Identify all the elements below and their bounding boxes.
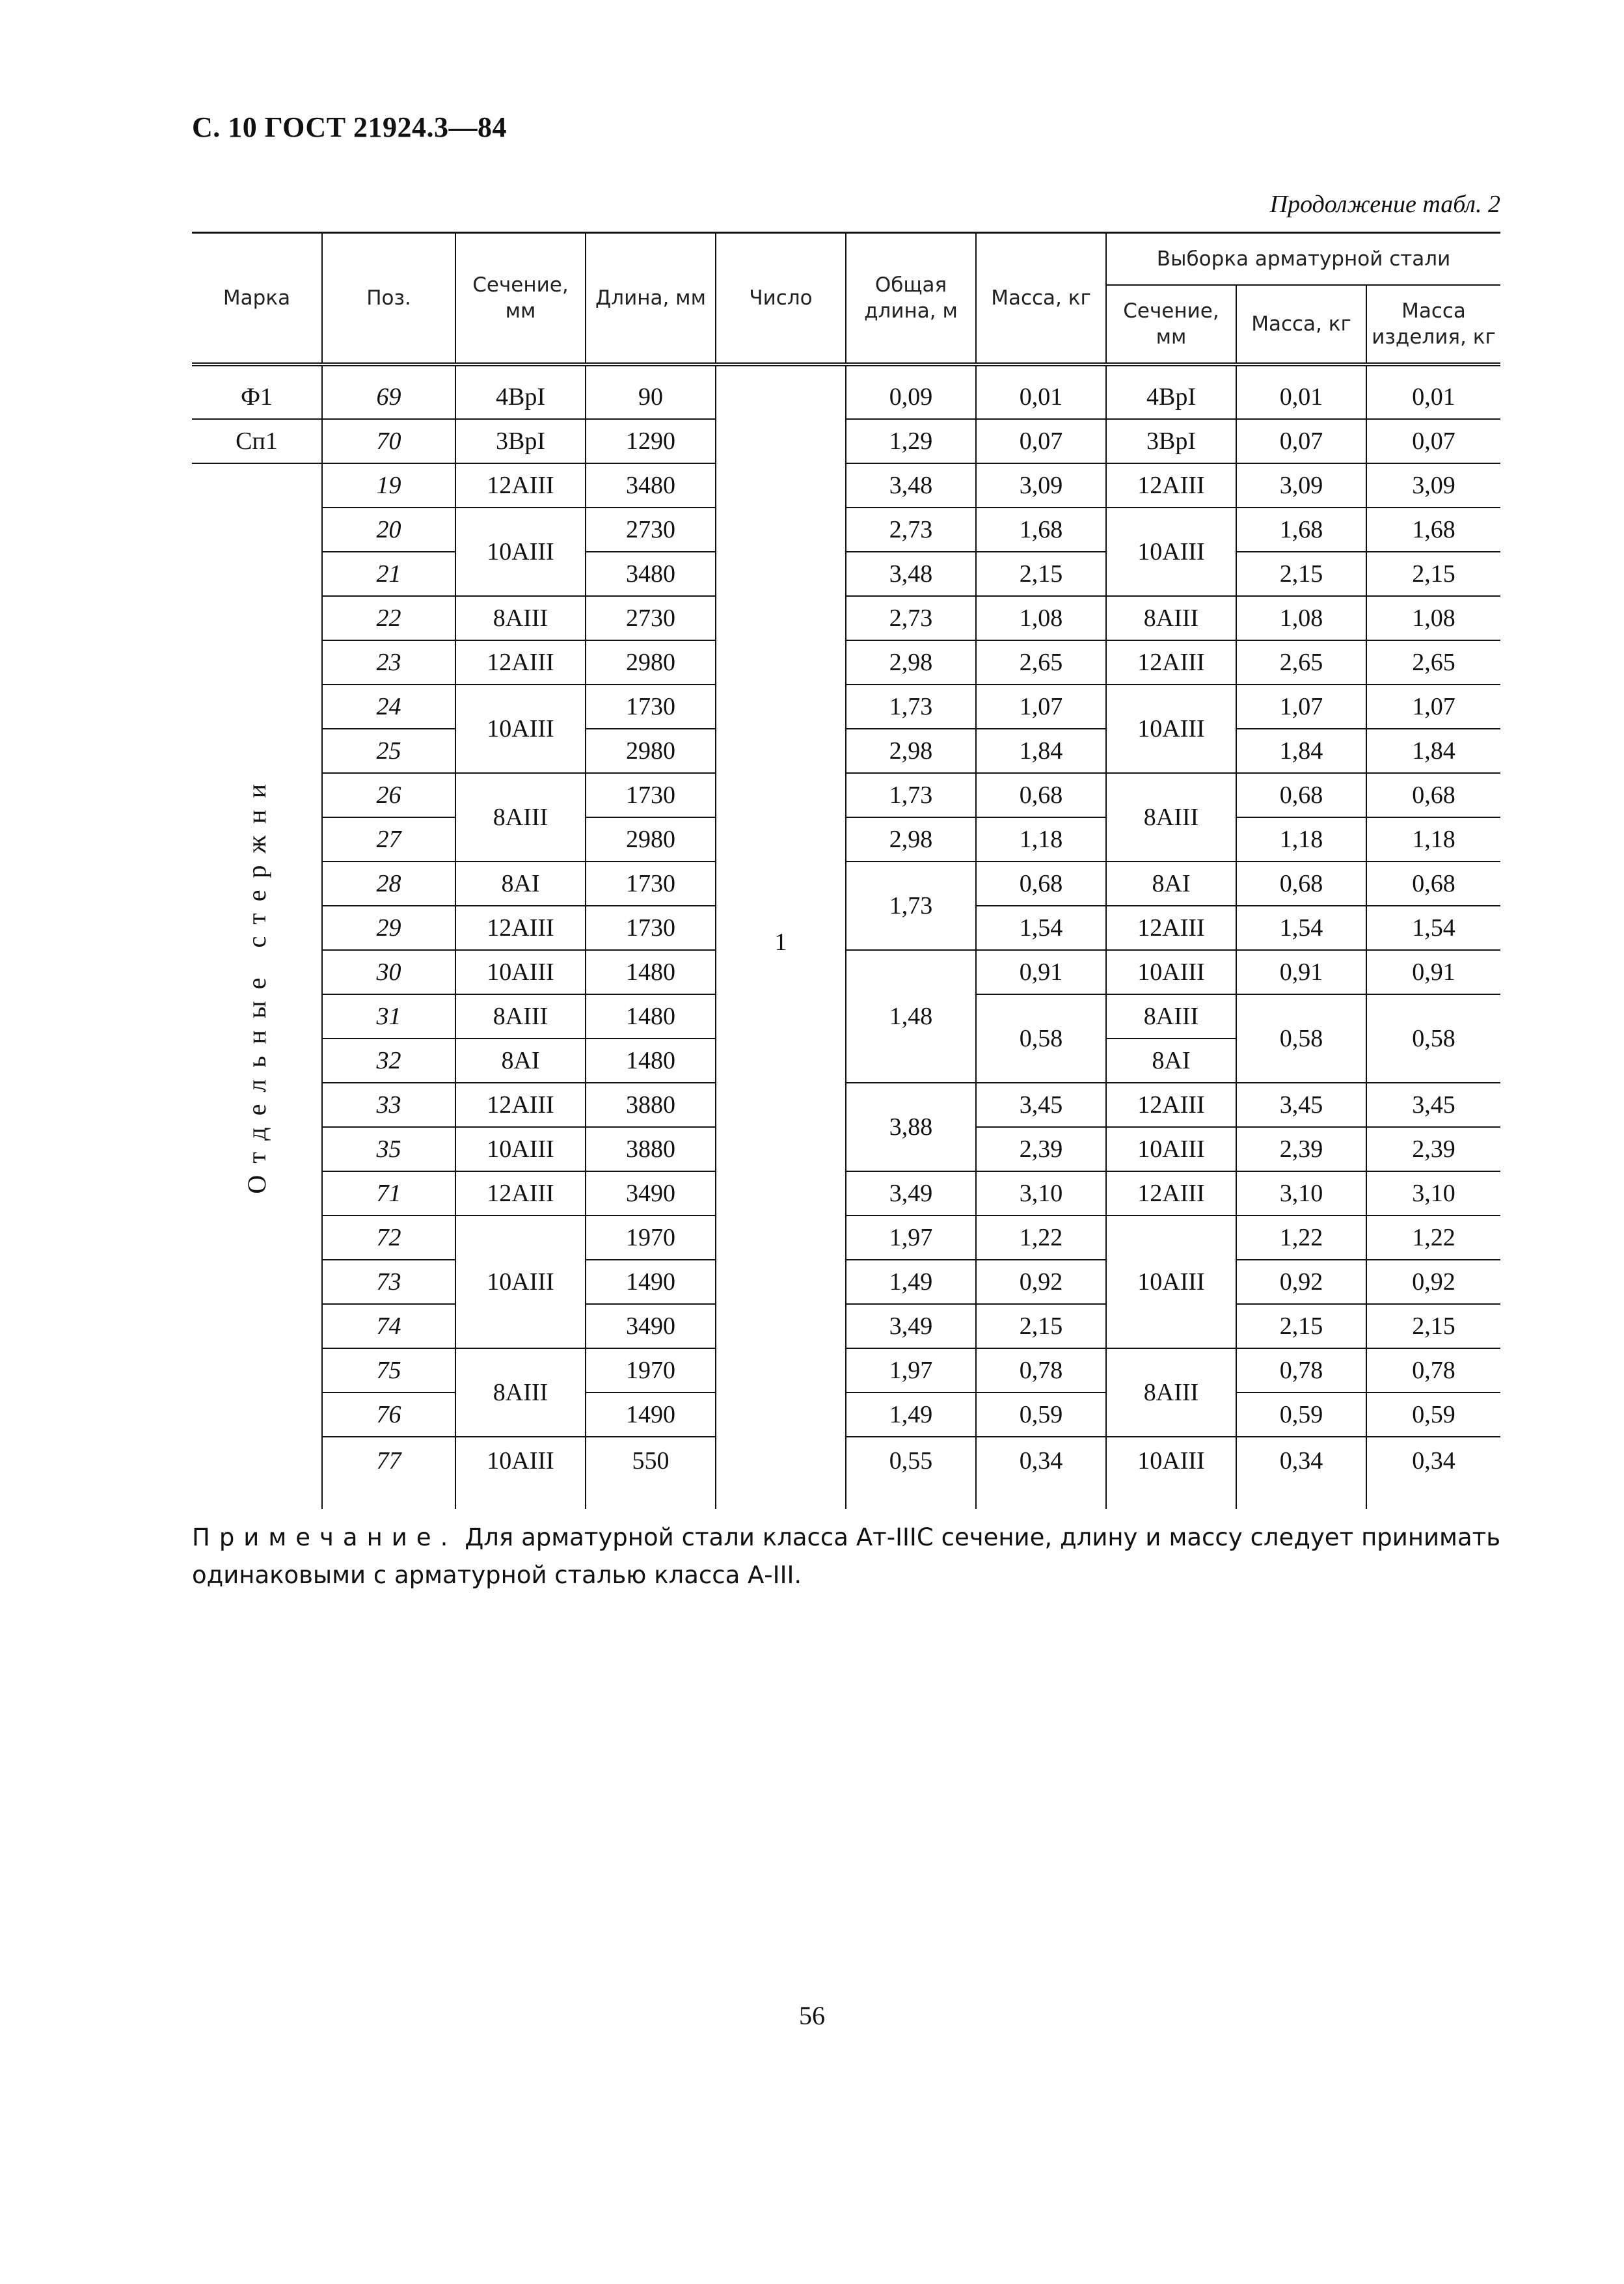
cell-sechenie: 10АIII (455, 508, 586, 596)
cell-v-massa: 2,65 (1236, 640, 1366, 685)
cell-v-massa: 0,59 (1236, 1393, 1366, 1437)
cell-obshchaya: 3,48 (846, 552, 976, 596)
cell-poz: 21 (322, 552, 455, 596)
table-row (192, 773, 1500, 817)
cell-v-izd: 0,07 (1366, 419, 1500, 463)
cell-poz: 33 (322, 1083, 455, 1127)
cell-massa: 0,68 (976, 773, 1106, 817)
cell-massa: 1,18 (976, 817, 1106, 862)
cell-v-izd: 2,15 (1366, 1304, 1500, 1348)
cell-v-massa: 1,54 (1236, 906, 1366, 950)
cell-massa: 0,34 (976, 1437, 1106, 1509)
cell-sechenie: 12АIII (455, 1171, 586, 1216)
cell-v-izd: 2,65 (1366, 640, 1500, 685)
cell-poz: 27 (322, 817, 455, 862)
cell-v-sechenie: 8АI (1106, 1039, 1236, 1083)
cell-v-izd: 0,92 (1366, 1260, 1500, 1304)
cell-dlina: 3480 (586, 463, 716, 508)
col-dlina: Длина, мм (586, 233, 716, 365)
cell-obshchaya: 1,73 (846, 685, 976, 729)
cell-dlina: 1480 (586, 994, 716, 1039)
cell-massa: 0,92 (976, 1260, 1106, 1304)
cell-poz: 69 (322, 364, 455, 419)
table-row (192, 364, 1500, 419)
cell-v-izd: 0,78 (1366, 1348, 1500, 1393)
cell-v-sechenie: 12АIII (1106, 640, 1236, 685)
cell-dlina: 1290 (586, 419, 716, 463)
cell-v-massa: 0,07 (1236, 419, 1366, 463)
col-massa: Масса, кг (976, 233, 1106, 365)
cell-massa: 0,01 (976, 364, 1106, 419)
cell-dlina: 1490 (586, 1260, 716, 1304)
cell-massa: 0,78 (976, 1348, 1106, 1393)
table-row (192, 1083, 1500, 1127)
cell-massa: 3,45 (976, 1083, 1106, 1127)
cell-dlina: 1490 (586, 1393, 716, 1437)
cell-dlina: 3880 (586, 1127, 716, 1171)
cell-sechenie: 8АIII (455, 773, 586, 862)
cell-v-izd: 1,68 (1366, 508, 1500, 552)
cell-v-izd: 0,68 (1366, 862, 1500, 906)
cell-v-izd: 1,84 (1366, 729, 1500, 773)
table-row (192, 508, 1500, 552)
cell-poz: 74 (322, 1304, 455, 1348)
cell-dlina: 1970 (586, 1216, 716, 1260)
cell-dlina: 1730 (586, 906, 716, 950)
cell-poz: 22 (322, 596, 455, 640)
cell-poz: 72 (322, 1216, 455, 1260)
cell-sechenie: 10АIII (455, 1216, 586, 1348)
cell-massa: 0,58 (976, 994, 1106, 1083)
table-row (192, 1304, 1500, 1348)
cell-dlina: 1970 (586, 1348, 716, 1393)
cell-v-izd: 1,22 (1366, 1216, 1500, 1260)
cell-marka: Ф1 (192, 364, 322, 419)
cell-poz: 77 (322, 1437, 455, 1509)
cell-v-massa: 0,78 (1236, 1348, 1366, 1393)
cell-massa: 0,07 (976, 419, 1106, 463)
cell-dlina: 3490 (586, 1304, 716, 1348)
cell-obshchaya: 2,98 (846, 817, 976, 862)
cell-v-izd: 1,18 (1366, 817, 1500, 862)
cell-poz: 71 (322, 1171, 455, 1216)
cell-v-izd: 0,68 (1366, 773, 1500, 817)
cell-dlina: 90 (586, 364, 716, 419)
cell-poz: 24 (322, 685, 455, 729)
cell-v-sechenie: 10АIII (1106, 1437, 1236, 1509)
cell-sechenie: 3ВрI (455, 419, 586, 463)
cell-sechenie: 12АIII (455, 640, 586, 685)
cell-v-izd: 0,58 (1366, 994, 1500, 1083)
cell-obshchaya: 3,48 (846, 463, 976, 508)
cell-obshchaya: 2,98 (846, 640, 976, 685)
table-row (192, 1348, 1500, 1393)
cell-v-massa: 2,15 (1236, 1304, 1366, 1348)
cell-obshchaya: 2,73 (846, 508, 976, 552)
col-chislo: Число (716, 233, 846, 365)
cell-v-sechenie: 8АIII (1106, 773, 1236, 862)
cell-massa: 1,84 (976, 729, 1106, 773)
cell-massa: 3,10 (976, 1171, 1106, 1216)
table-row (192, 1171, 1500, 1216)
cell-v-sechenie: 10АIII (1106, 950, 1236, 994)
cell-v-massa: 3,10 (1236, 1171, 1366, 1216)
cell-obshchaya: 1,97 (846, 1216, 976, 1260)
cell-poz: 31 (322, 994, 455, 1039)
cell-v-massa: 2,15 (1236, 552, 1366, 596)
cell-v-izd: 0,91 (1366, 950, 1500, 994)
cell-sechenie: 10АIII (455, 685, 586, 773)
cell-v-izd: 2,15 (1366, 552, 1500, 596)
cell-massa: 3,09 (976, 463, 1106, 508)
cell-sechenie: 8АIII (455, 994, 586, 1039)
cell-v-sechenie: 8АIII (1106, 596, 1236, 640)
table-row (192, 640, 1500, 685)
cell-massa: 2,39 (976, 1127, 1106, 1171)
cell-dlina: 2730 (586, 596, 716, 640)
cell-poz: 19 (322, 463, 455, 508)
cell-poz: 30 (322, 950, 455, 994)
cell-obshchaya: 2,98 (846, 729, 976, 773)
cell-poz: 35 (322, 1127, 455, 1171)
cell-v-massa: 0,92 (1236, 1260, 1366, 1304)
cell-obshchaya: 1,49 (846, 1260, 976, 1304)
col-poz: Поз. (322, 233, 455, 365)
note-label: Примечание. (192, 1523, 457, 1551)
cell-v-sechenie: 8АI (1106, 862, 1236, 906)
cell-v-sechenie: 3ВрI (1106, 419, 1236, 463)
cell-dlina: 2980 (586, 640, 716, 685)
table-row (192, 1260, 1500, 1304)
cell-massa: 1,22 (976, 1216, 1106, 1260)
cell-dlina: 550 (586, 1437, 716, 1509)
cell-chislo: 1 (716, 364, 846, 1509)
col-v-massa-izdeliya: Масса изделия, кг (1366, 285, 1500, 364)
cell-v-izd: 3,45 (1366, 1083, 1500, 1127)
cell-v-massa: 1,22 (1236, 1216, 1366, 1260)
cell-poz: 25 (322, 729, 455, 773)
cell-dlina: 2980 (586, 729, 716, 773)
cell-dlina: 3490 (586, 1171, 716, 1216)
col-v-massa: Масса, кг (1236, 285, 1366, 364)
cell-sechenie: 4ВрI (455, 364, 586, 419)
page-header: С. 10 ГОСТ 21924.3—84 (192, 111, 508, 143)
cell-poz: 70 (322, 419, 455, 463)
cell-massa: 0,68 (976, 862, 1106, 906)
cell-v-sechenie: 12АIII (1106, 906, 1236, 950)
cell-v-massa: 3,45 (1236, 1083, 1366, 1127)
cell-dlina: 3480 (586, 552, 716, 596)
cell-v-massa: 0,01 (1236, 364, 1366, 419)
cell-v-sechenie: 4ВрI (1106, 364, 1236, 419)
cell-sechenie: 12АIII (455, 1083, 586, 1127)
cell-poz: 32 (322, 1039, 455, 1083)
cell-v-sechenie: 10АIII (1106, 1127, 1236, 1171)
cell-sechenie: 12АIII (455, 463, 586, 508)
table-row (192, 596, 1500, 640)
table-note (192, 1519, 1500, 1594)
col-obshchaya-dlina: Общая длина, м (846, 233, 976, 365)
cell-massa: 1,68 (976, 508, 1106, 552)
cell-v-sechenie: 10АIII (1106, 508, 1236, 596)
cell-dlina: 1730 (586, 773, 716, 817)
cell-obshchaya: 3,49 (846, 1171, 976, 1216)
table-row (192, 1393, 1500, 1437)
cell-obshchaya: 3,88 (846, 1083, 976, 1171)
cell-dlina: 1480 (586, 1039, 716, 1083)
cell-obshchaya: 0,55 (846, 1437, 976, 1509)
cell-sechenie: 10АIII (455, 950, 586, 994)
cell-v-massa: 2,39 (1236, 1127, 1366, 1171)
cell-dlina: 2730 (586, 508, 716, 552)
table-row (192, 685, 1500, 729)
col-vyborka: Выборка арматурной стали (1106, 233, 1500, 286)
cell-v-massa: 1,84 (1236, 729, 1366, 773)
cell-v-massa: 1,68 (1236, 508, 1366, 552)
table-row (192, 419, 1500, 463)
cell-massa: 2,65 (976, 640, 1106, 685)
cell-sechenie: 8АI (455, 1039, 586, 1083)
cell-dlina: 1730 (586, 862, 716, 906)
cell-dlina: 1480 (586, 950, 716, 994)
cell-obshchaya: 1,29 (846, 419, 976, 463)
cell-v-massa: 0,34 (1236, 1437, 1366, 1509)
cell-v-sechenie: 8АIII (1106, 1348, 1236, 1437)
cell-v-sechenie: 12АIII (1106, 1171, 1236, 1216)
cell-sechenie: 10АIII (455, 1127, 586, 1171)
table-row (192, 729, 1500, 773)
cell-poz: 75 (322, 1348, 455, 1393)
cell-obshchaya: 1,97 (846, 1348, 976, 1393)
cell-v-massa: 0,91 (1236, 950, 1366, 994)
cell-v-izd: 3,10 (1366, 1171, 1500, 1216)
cell-sechenie: 8АIII (455, 596, 586, 640)
cell-massa: 1,07 (976, 685, 1106, 729)
cell-marka: Сп1 (192, 419, 322, 463)
table-row (192, 552, 1500, 596)
cell-obshchaya: 1,49 (846, 1393, 976, 1437)
cell-massa: 1,08 (976, 596, 1106, 640)
rebar-table (192, 232, 1500, 1509)
cell-massa: 1,54 (976, 906, 1106, 950)
cell-v-izd: 0,01 (1366, 364, 1500, 419)
cell-massa: 0,91 (976, 950, 1106, 994)
cell-sechenie: 8АIII (455, 1348, 586, 1437)
cell-v-sechenie: 12АIII (1106, 463, 1236, 508)
col-sechenie: Сечение, мм (455, 233, 586, 365)
cell-v-izd: 2,39 (1366, 1127, 1500, 1171)
cell-obshchaya: 0,09 (846, 364, 976, 419)
cell-v-massa: 0,68 (1236, 773, 1366, 817)
table-row (192, 1216, 1500, 1260)
table-row (192, 950, 1500, 994)
note-text: Для арматурной стали класса Ат-IIIС сечение, длину и массу следует принимать одинаковыми с арматурной сталью класса А-III. (192, 1523, 1501, 1589)
cell-sechenie: 10АIII (455, 1437, 586, 1509)
table-row (192, 463, 1500, 508)
cell-dlina: 2980 (586, 817, 716, 862)
cell-sechenie: 12АIII (455, 906, 586, 950)
cell-v-sechenie: 8АIII (1106, 994, 1236, 1039)
cell-dlina: 1730 (586, 685, 716, 729)
cell-v-massa: 1,18 (1236, 817, 1366, 862)
cell-v-izd: 0,34 (1366, 1437, 1500, 1509)
group-label-cell (192, 463, 322, 1509)
cell-v-izd: 3,09 (1366, 463, 1500, 508)
cell-v-sechenie: 12АIII (1106, 1083, 1236, 1127)
cell-massa: 2,15 (976, 1304, 1106, 1348)
cell-v-izd: 1,07 (1366, 685, 1500, 729)
table-row (192, 862, 1500, 906)
cell-poz: 23 (322, 640, 455, 685)
cell-v-izd: 0,59 (1366, 1393, 1500, 1437)
cell-sechenie: 8АI (455, 862, 586, 906)
cell-v-massa: 0,68 (1236, 862, 1366, 906)
cell-poz: 29 (322, 906, 455, 950)
table-caption: Продолжение табл. 2 (1269, 191, 1500, 218)
cell-poz: 76 (322, 1393, 455, 1437)
page-number: 56 (799, 2001, 825, 2030)
col-v-sechenie: Сечение, мм (1106, 285, 1236, 364)
cell-poz: 26 (322, 773, 455, 817)
cell-v-izd: 1,08 (1366, 596, 1500, 640)
cell-v-massa: 1,07 (1236, 685, 1366, 729)
cell-massa: 2,15 (976, 552, 1106, 596)
cell-dlina: 3880 (586, 1083, 716, 1127)
cell-poz: 20 (322, 508, 455, 552)
cell-v-massa: 1,08 (1236, 596, 1366, 640)
cell-poz: 28 (322, 862, 455, 906)
table-row (192, 1437, 1500, 1509)
cell-v-massa: 0,58 (1236, 994, 1366, 1083)
col-marka: Марка (192, 233, 322, 365)
cell-obshchaya: 2,73 (846, 596, 976, 640)
cell-v-izd: 1,54 (1366, 906, 1500, 950)
group-label: Отдельные стержни (242, 772, 271, 1194)
cell-massa: 0,59 (976, 1393, 1106, 1437)
cell-poz: 73 (322, 1260, 455, 1304)
cell-obshchaya: 1,73 (846, 862, 976, 950)
cell-v-massa: 3,09 (1236, 463, 1366, 508)
table-row (192, 817, 1500, 862)
cell-v-sechenie: 10АIII (1106, 1216, 1236, 1348)
cell-obshchaya: 1,73 (846, 773, 976, 817)
cell-v-sechenie: 10АIII (1106, 685, 1236, 773)
cell-obshchaya: 3,49 (846, 1304, 976, 1348)
cell-obshchaya: 1,48 (846, 950, 976, 1083)
